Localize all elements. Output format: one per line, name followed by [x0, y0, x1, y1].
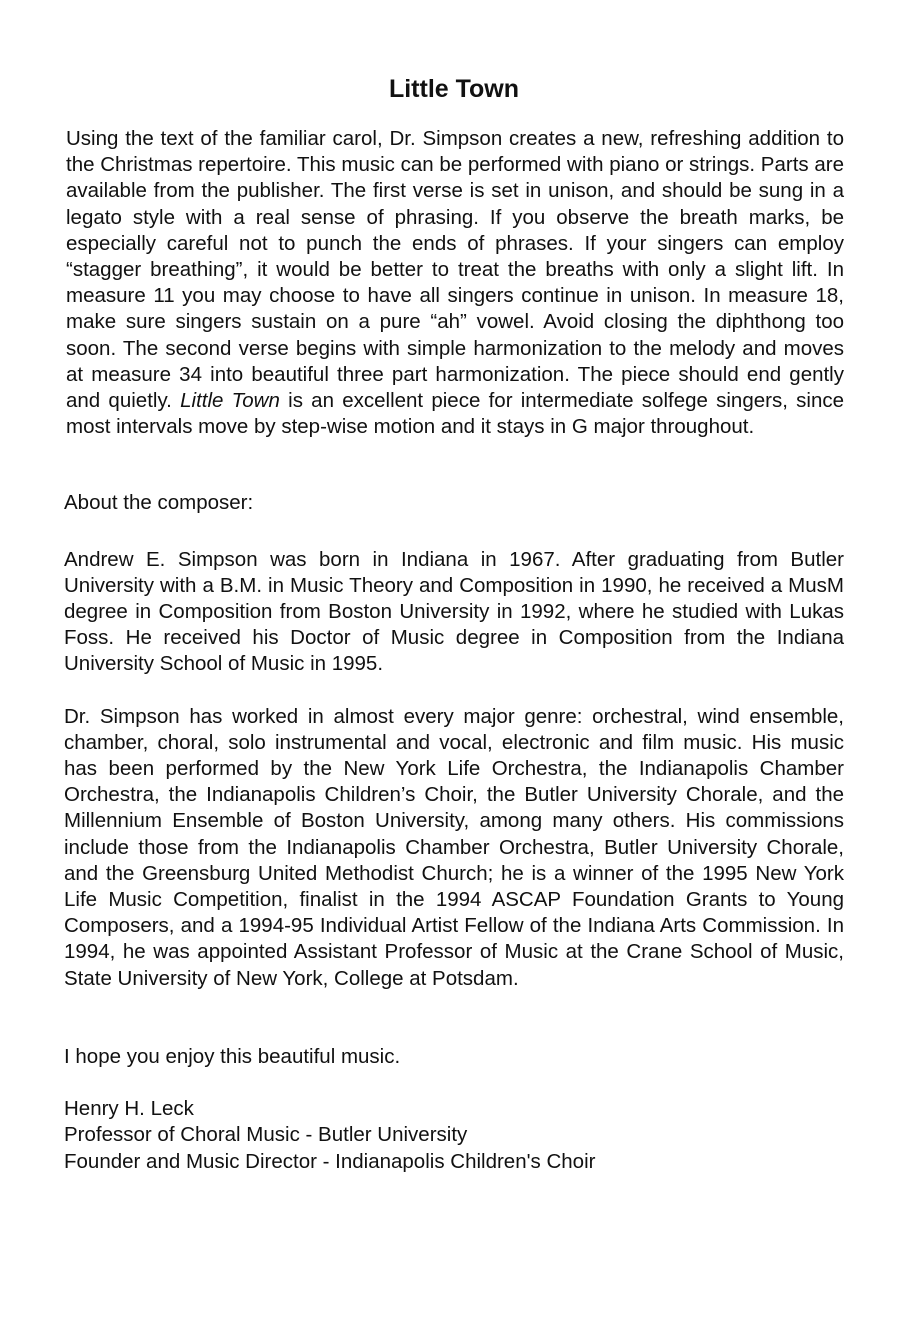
intro-work-title: Little Town — [180, 389, 280, 413]
intro-text: Using the text of the familiar carol, Dr. Simpson creates a new, refreshing addition to the Christmas repertoire. This music can be performed with piano or strings. Parts are available from the publisher. The first verse is set in unison, and should be sung in a legato style with a real sense of phrasing. If you observe the breath marks, be especially careful not to punch the ends of phrases. If your singers can employ “stagger breathing”, it would be better to treat the breaths with only a slight lift. In measure 11 you may choose to have all singers continue in unison. In measure 18, make sure singers sustain on a pure “ah” vowel. Avoid closing the diphthong too soon. The second verse begins with simple harmonization to the melody and moves at measure 34 into beautiful three part harmonization. The piece should end gently and quietly. — [66, 127, 844, 413]
about-composer-heading: About the composer: — [64, 491, 254, 515]
signature-title-1: Professor of Choral Music - Butler University — [64, 1123, 468, 1147]
page-title: Little Town — [388, 75, 520, 103]
intro-paragraph — [66, 126, 844, 440]
signature-title-2: Founder and Music Director - Indianapolis Children's Choir — [64, 1149, 596, 1173]
composer-bio-paragraph-1: Andrew E. Simpson was born in Indiana in 1967. After graduating from Butler University with a B.M. in Music Theory and Composition in 1990, he received a MusM degree in Composition from Boston University in 1992, where he studied with Lukas Foss. He received his Doctor of Music degree in Composition from the Indiana University School of Music in 1995. — [64, 547, 844, 676]
intro-text-continued: is an excellent piece for intermediate solfege singers, since most intervals move by step-wise motion and it stays in G major throughout. — [66, 389, 844, 439]
signature-name: Henry H. Leck — [64, 1097, 194, 1121]
closing-remark: I hope you enjoy this beautiful music. — [64, 1044, 401, 1068]
signature-block — [64, 1096, 844, 1175]
composer-bio-paragraph-2: Dr. Simpson has worked in almost every major genre: orchestral, wind ensemble, chamber, choral, solo instrumental and vocal, electronic and film music. His music has been performed by the New York Life Orchestra, the Indianapolis Chamber Orchestra, the Indianapolis Children’s Choir, the Butler University Chorale, and the Millennium Ensemble of Boston University, among many others. His commissions include those from the Indianapolis Chamber Orchestra, Butler University Chorale, and the Greensburg United Methodist Church; he is a winner of the 1995 New York Life Music Competition, finalist in the 1994 ASCAP Foundation Grants to Young Composers, and a 1994-95 Individual Artist Fellow of the Indiana Arts Commission. In 1994, he was appointed Assistant Professor of Music at the Crane School of Music, State University of New York, College at Potsdam. — [64, 704, 844, 990]
